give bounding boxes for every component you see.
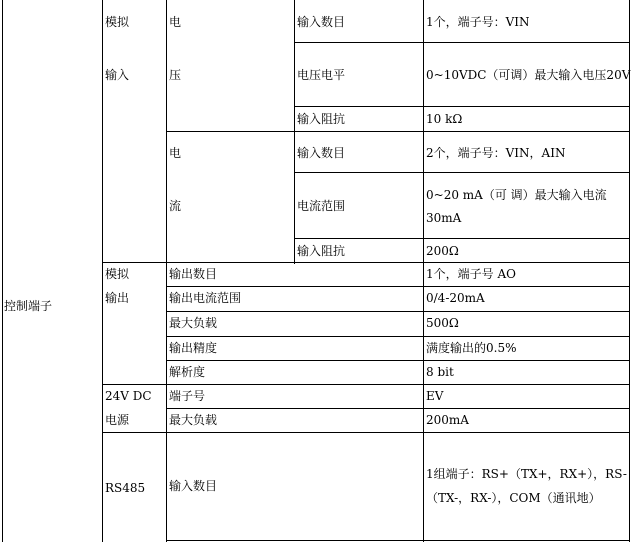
voltage-value-level: 0~10VDC（可调）最大输入电压20V — [426, 68, 631, 82]
current-label-char1: 电 — [169, 146, 182, 160]
power-label-line2: 电源 — [105, 413, 130, 427]
grid-line — [166, 131, 630, 132]
output-param-count: 输出数目 — [169, 267, 218, 281]
grid-line — [423, 0, 424, 542]
current-value-input-count: 2个，端子号：VIN，AIN — [426, 146, 566, 160]
rs485-param: 输入数目 — [169, 479, 218, 493]
grid-line — [2, 0, 3, 542]
power-param-terminal: 端子号 — [169, 389, 206, 403]
output-value-resolution: 8 bit — [426, 365, 454, 379]
output-value-current-range: 0/4-20mA — [426, 291, 485, 305]
grid-line — [294, 106, 630, 107]
voltage-label-char2: 压 — [169, 68, 182, 82]
output-value-accuracy: 满度输出的0.5% — [426, 341, 517, 355]
voltage-param-input-count: 输入数目 — [297, 15, 346, 29]
output-value-max-load: 500Ω — [426, 316, 459, 330]
grid-line — [166, 311, 630, 312]
voltage-value-impedance: 10 kΩ — [426, 112, 463, 126]
analog-input-label-line2: 输入 — [105, 68, 130, 82]
rs485-label: RS485 — [105, 481, 146, 495]
grid-line — [294, 172, 630, 173]
grid-line — [102, 0, 103, 542]
grid-line — [102, 384, 630, 385]
current-value-impedance: 200Ω — [426, 244, 459, 258]
voltage-label-char1: 电 — [169, 15, 182, 29]
grid-line — [102, 432, 630, 433]
current-value-range-line2: 30mA — [426, 211, 462, 225]
current-param-impedance: 输入阻抗 — [297, 244, 346, 258]
power-value-terminal: EV — [426, 389, 444, 403]
rs485-value-line1: 1组端子：RS+（TX+，RX+），RS- — [426, 467, 627, 481]
analog-input-label-line1: 模拟 — [105, 15, 130, 29]
output-param-accuracy: 输出精度 — [169, 341, 218, 355]
output-param-max-load: 最大负载 — [169, 316, 218, 330]
power-param-max-load: 最大负载 — [169, 413, 218, 427]
power-label-line1: 24V DC — [105, 389, 152, 403]
voltage-value-input-count: 1个，端子号：VIN — [426, 15, 530, 29]
output-param-current-range: 输出电流范围 — [169, 291, 242, 305]
current-label-char2: 流 — [169, 199, 182, 213]
voltage-param-impedance: 输入阻抗 — [297, 112, 346, 126]
grid-line — [294, 0, 295, 264]
current-param-range: 电流范围 — [297, 199, 346, 213]
grid-line — [166, 360, 630, 361]
current-param-input-count: 输入数目 — [297, 146, 346, 160]
group-label-control-terminal: 控制端子 — [4, 299, 53, 313]
output-param-resolution: 解析度 — [169, 365, 206, 379]
voltage-param-level: 电压电平 — [297, 68, 346, 82]
analog-output-label-line1: 模拟 — [105, 267, 130, 281]
grid-line — [294, 238, 630, 239]
grid-line — [166, 0, 167, 264]
grid-line — [166, 336, 630, 337]
current-value-range-line1: 0~20 mA（可 调）最大输入电流 — [426, 188, 607, 202]
grid-line — [166, 540, 630, 541]
analog-output-label-line2: 输出 — [105, 291, 130, 305]
power-value-max-load: 200mA — [426, 413, 469, 427]
output-value-count: 1个，端子号 AO — [426, 267, 516, 281]
grid-line — [166, 408, 630, 409]
grid-line — [102, 262, 630, 263]
rs485-value-line2: （TX-，RX-），COM（通讯地） — [426, 491, 601, 505]
grid-line — [166, 286, 630, 287]
grid-line — [166, 264, 167, 542]
grid-line — [294, 42, 630, 43]
